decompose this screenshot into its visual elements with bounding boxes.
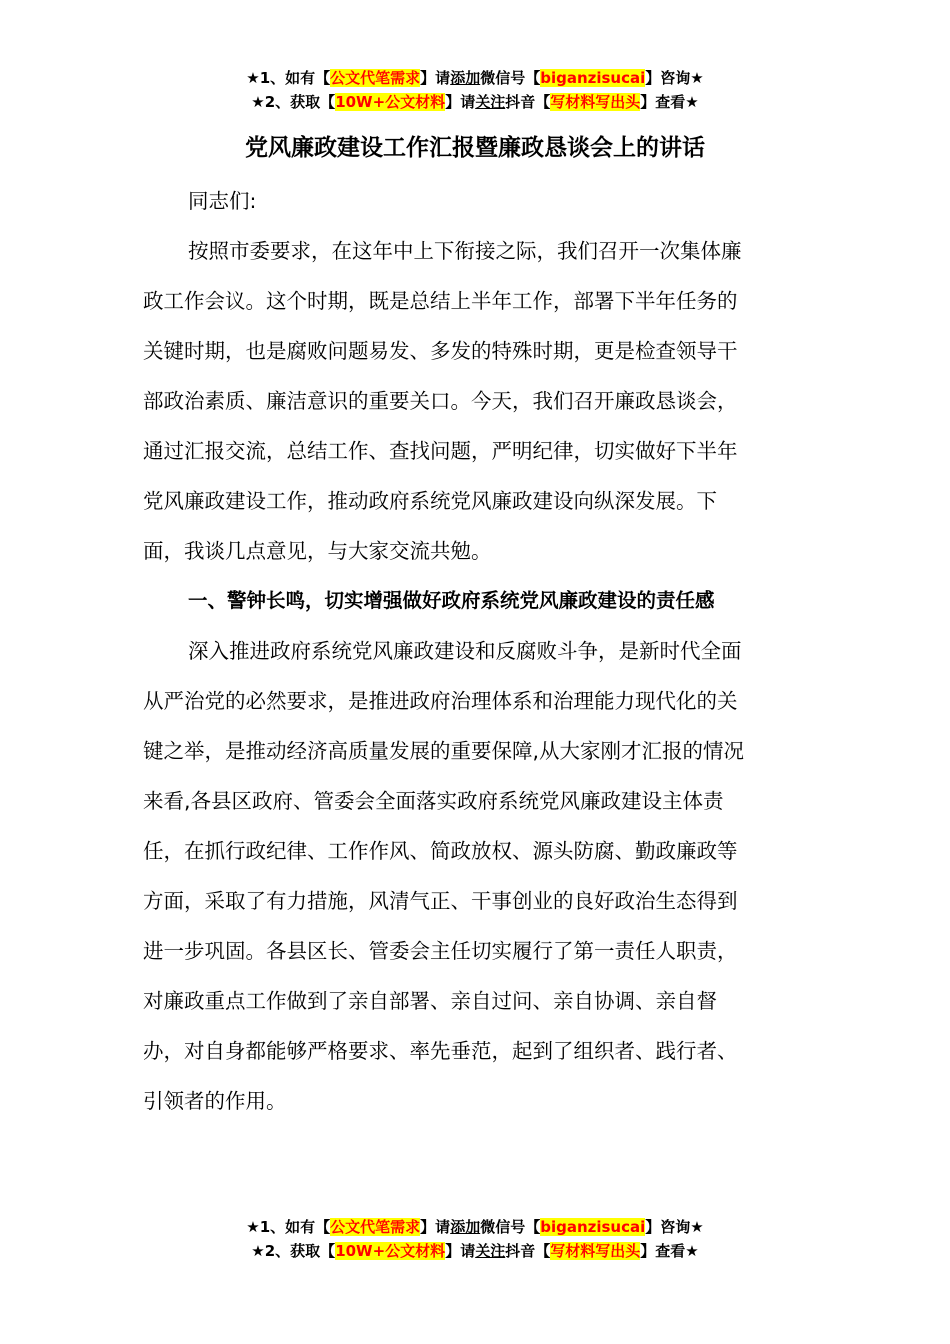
paragraph-line: 通过汇报交流，总结工作、查找问题，严明纪律，切实做好下半年 <box>143 439 738 463</box>
highlight-douyin-account: 写材料写出头 <box>550 1242 641 1260</box>
highlight-materials: 10W+公文材料 <box>335 1242 446 1260</box>
highlight-wechat-id: biganzisucai <box>540 1218 646 1236</box>
highlight-service: 公文代笔需求 <box>330 1218 421 1236</box>
banner-line-2 <box>0 90 950 114</box>
bottom-banner <box>0 1215 950 1263</box>
banner-text: ★2、获取【 <box>251 93 336 111</box>
banner-text: 抖音【 <box>505 93 551 111</box>
banner-text: ★1、如有【 <box>246 69 331 87</box>
banner-text-underlined: 添加 <box>450 1218 481 1236</box>
document-title: 党风廉政建设工作汇报暨廉政恳谈会上的讲话 <box>245 135 705 161</box>
banner-text: ★2、获取【 <box>251 1242 336 1260</box>
paragraph-line: 进一步巩固。各县区长、管委会主任切实履行了第一责任人职责， <box>143 939 738 963</box>
paragraph-line: 对廉政重点工作做到了亲自部署、亲自过问、亲自协调、亲自督 <box>143 989 717 1013</box>
banner-text: 】请 <box>445 93 476 111</box>
banner-text-underlined: 添加 <box>450 69 481 87</box>
paragraph-line: 面，我谈几点意见，与大家交流共勉。 <box>143 539 492 563</box>
paragraph-line: 深入推进政府系统党风廉政建设和反腐败斗争，是新时代全面 <box>188 639 742 663</box>
banner-line-1 <box>0 1215 950 1239</box>
paragraph-line: 方面，采取了有力措施，风清气正、干事创业的良好政治生态得到 <box>143 889 738 913</box>
paragraph-line: 部政治素质、廉洁意识的重要关口。今天，我们召开廉政恳谈会， <box>143 389 738 413</box>
highlight-wechat-id: biganzisucai <box>540 69 646 87</box>
paragraph-line: 键之举，是推动经济高质量发展的重要保障,从大家刚才汇报的情况 <box>143 739 745 763</box>
banner-text-underlined: 关注 <box>475 93 506 111</box>
paragraph-line: 按照市委要求，在这年中上下衔接之际，我们召开一次集体廉 <box>188 239 742 263</box>
banner-text: 】请 <box>420 1218 451 1236</box>
banner-text: 微信号【 <box>480 1218 541 1236</box>
paragraph-line: 办，对自身都能够严格要求、率先垂范，起到了组织者、践行者、 <box>143 1039 738 1063</box>
paragraph-line: 引领者的作用。 <box>143 1089 287 1113</box>
salutation: 同志们: <box>188 189 257 213</box>
banner-text: 】查看★ <box>640 1242 699 1260</box>
paragraph-line: 来看,各县区政府、管委会全面落实政府系统党风廉政建设主体责 <box>143 789 724 813</box>
top-banner <box>0 66 950 114</box>
paragraph-line: 关键时期，也是腐败问题易发、多发的特殊时期，更是检查领导干 <box>143 339 738 363</box>
highlight-service: 公文代笔需求 <box>330 69 421 87</box>
banner-text: 】咨询★ <box>645 69 704 87</box>
banner-line-2 <box>0 1239 950 1263</box>
banner-text: 】请 <box>420 69 451 87</box>
highlight-materials: 10W+公文材料 <box>335 93 446 111</box>
banner-line-1 <box>0 66 950 90</box>
paragraph-line: 从严治党的必然要求，是推进政府治理体系和治理能力现代化的关 <box>143 689 738 713</box>
document-body <box>143 176 803 1126</box>
banner-text: 】查看★ <box>640 93 699 111</box>
banner-text-underlined: 关注 <box>475 1242 506 1260</box>
paragraph-line: 任，在抓行政纪律、工作作风、简政放权、源头防腐、勤政廉政等 <box>143 839 738 863</box>
banner-text: ★1、如有【 <box>246 1218 331 1236</box>
section-heading: 一、警钟长鸣，切实增强做好政府系统党风廉政建设的责任感 <box>188 589 715 612</box>
banner-text: 】咨询★ <box>645 1218 704 1236</box>
highlight-douyin-account: 写材料写出头 <box>550 93 641 111</box>
paragraph-line: 党风廉政建设工作，推动政府系统党风廉政建设向纵深发展。下 <box>143 489 717 513</box>
banner-text: 】请 <box>445 1242 476 1260</box>
banner-text: 抖音【 <box>505 1242 551 1260</box>
banner-text: 微信号【 <box>480 69 541 87</box>
paragraph-line: 政工作会议。这个时期，既是总结上半年工作，部署下半年任务的 <box>143 289 738 313</box>
